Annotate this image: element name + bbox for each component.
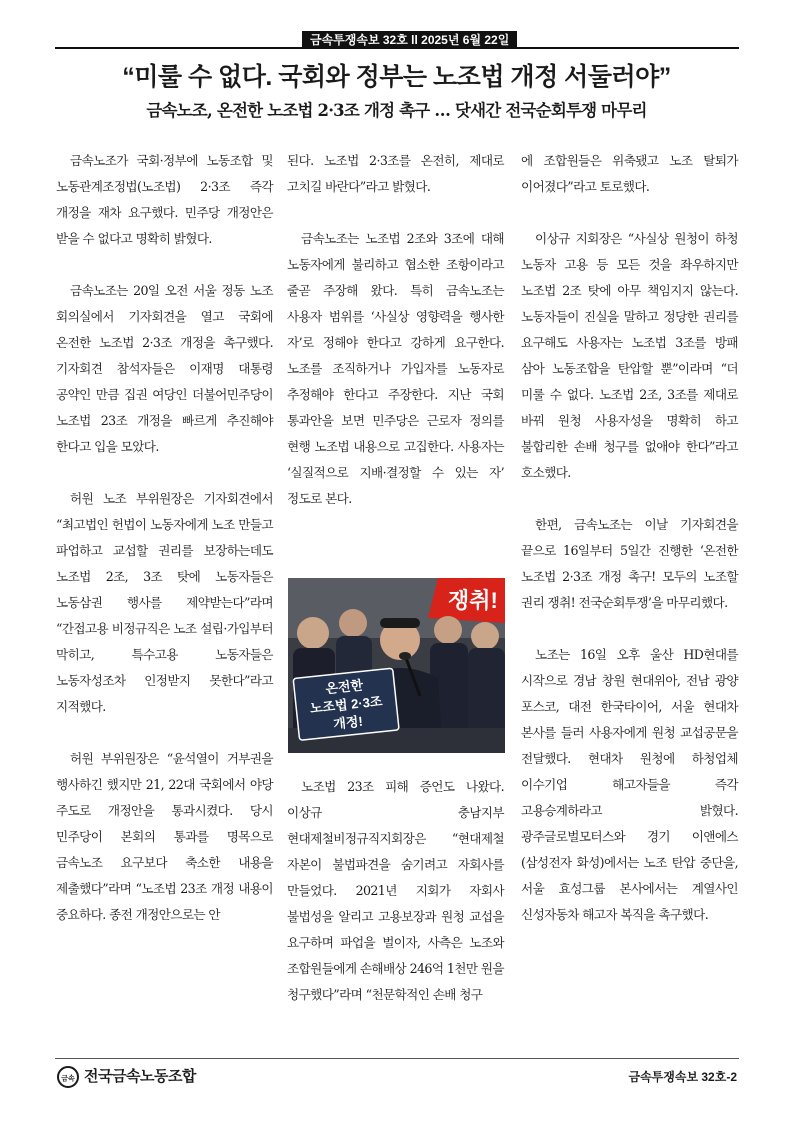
press-conference-photo — [288, 578, 505, 753]
banner-text: 쟁취! — [448, 588, 498, 613]
placard-line: 노조법 2·3조 — [309, 693, 384, 716]
placard-line: 온전한 — [324, 677, 364, 697]
footer-rule — [55, 1058, 739, 1059]
paragraph: 허원 노조 부위원장은 기자회견에서 “최고법인 헌법이 노동자에게 노조 만들고 파업하고 교섭할 권리를 보장하는데도 노조법 2조, 3조 탓에 노동자들은 노동삼권 행사를 제약받는다”라며 “간접고용 비정규직은 노조 설립·가입부터 막히고, 특수고용 노동자들은 노동자성조차 인정받지 못한다”라고 지적했다. — [56, 491, 273, 714]
issue-date-tag: 금속투쟁속보 32호 ll 2025년 6월 22일 — [302, 31, 517, 49]
paragraph: 허원 부위원장은 “윤석열이 거부권을 행사하긴 했지만 21, 22대 국회에서 야당 주도로 개정안을 통과시켰다. 당시 민주당이 본회의 통과를 명목으로 금속노조 요구보다 축소한 내용을 제출했다”라며 “노조법 23조 개정 내용이 중요하다. 종전 개정안으로는 안 — [56, 751, 273, 922]
masthead — [55, 30, 739, 50]
union-name: 전국금속노동조합 — [84, 1068, 196, 1085]
placard-line: 개정! — [332, 713, 364, 732]
photo-illustration — [288, 578, 505, 753]
page-number: 금속투쟁속보 32호-2 — [628, 1070, 737, 1084]
article-column-2-bottom — [287, 774, 504, 1008]
headline: “미룰 수 없다. 국회와 정부는 노조법 개정 서둘러야” — [122, 63, 671, 91]
paragraph: 금속노조는 20일 오전 서울 정동 노조 회의실에서 기자회견을 열고 국회에 온전한 노조법 2·3조 개정을 촉구했다. 기자회견 참석자들은 이재명 대통령 공약인 만큼 집권 여당인 더불어민주당이 노조법 23조 개정을 빠르게 추진해야 한다고 입을 모았다. — [56, 283, 273, 454]
paragraph: 금속노조는 노조법 2조와 3조에 대해 노동자에게 불리하고 협소한 조항이라고 줄곧 주장해 왔다. 특히 금속노조는 사용자 범위를 ‘사실상 영향력을 행사한 자’로 정해야 한다고 강하게 요구한다. 노조를 조직하거나 가입자를 노동자로 추정해야 한다고 주장한다. 지난 국회 통과안을 보면 민주당은 근로자 정의를 현행 노조법 내용으로 고집한다. 사용자는 ‘실질적으로 지배·결정할 수 있는 자’ 정도로 본다. — [287, 231, 504, 506]
article-column-2-top — [287, 148, 504, 512]
paragraph: 노조는 16일 오후 울산 HD현대를 시작으로 경남 창원 현대위아, 전남 광양 포스코, 대전 한국타이어, 서울 현대차 본사를 들러 사용자에게 원청 교섭공문을 전달했다. 현대차 원청에 하청업체 이수기업 해고자들을 즉각 고용승계하라고 밝혔다. 광주글로벌모터스와 경기 이앤에스(삼성전자 화성)에서는 노조 탄압 중단을, 서울 효성그룹 본사에서는 계열사인 신성자동차 해고자 복직을 촉구했다. — [521, 647, 738, 922]
paragraph: 이상규 지회장은 “사실상 원청이 하청 노동자 고용 등 모든 것을 좌우하지만 노조법 2조 탓에 아무 책임지지 않는다. 노동자들이 진실을 말하고 정당한 권리를 요구해도 사용자는 노조법 3조를 방패 삼아 노동조합을 탄압할 뿐”이라며 “더 미룰 수 없다. 노조법 2조, 3조를 제대로 바꿔 원청 사용자성을 명확히 하고 불합리한 손배 청구를 없애야 한다”라고 호소했다. — [521, 231, 738, 480]
paragraph: 한편, 금속노조는 이날 기자회견을 끝으로 16일부터 5일간 진행한 ‘온전한 노조법 2·3조 개정 촉구! 모두의 노조할 권리 쟁취! 전국순회투쟁’을 마무리했다. — [521, 517, 738, 610]
union-emblem-icon — [56, 1066, 80, 1088]
emblem-text: 금속 — [61, 1075, 75, 1083]
paragraph: 노조법 23조 피해 증언도 나왔다. 이상규 충남지부 현대제철비정규직지회장은 “현대제철 자본이 불법파견을 숨기려고 자회사를 만들었다. 2021년 지회가 자회사 불법성을 알리고 고용보장과 원청 교섭을 요구하며 파업을 벌이자, 사측은 노조와 조합원들에게 손해배상 246억 1천만 원을 청구했다”라며 “천문학적인 손배 청구 — [287, 779, 504, 1002]
subheadline: 금속노조, 온전한 노조법 2·3조 개정 촉구 … 닷새간 전국순회투쟁 마무리 — [146, 101, 647, 120]
article-column-3 — [521, 148, 738, 928]
paragraph: 금속노조가 국회·정부에 노동조합 및 노동관계조정법(노조법) 2·3조 즉각 개정을 재차 요구했다. 민주당 개정안은 받을 수 없다고 명확히 밝혔다. — [56, 153, 273, 246]
paragraph: 에 조합원들은 위축됐고 노조 탈퇴가 이어졌다”라고 토로했다. — [521, 153, 738, 194]
paragraph: 된다. 노조법 2·3조를 온전히, 제대로 고치길 바란다”라고 밝혔다. — [287, 153, 504, 194]
article-column-1 — [56, 148, 273, 928]
